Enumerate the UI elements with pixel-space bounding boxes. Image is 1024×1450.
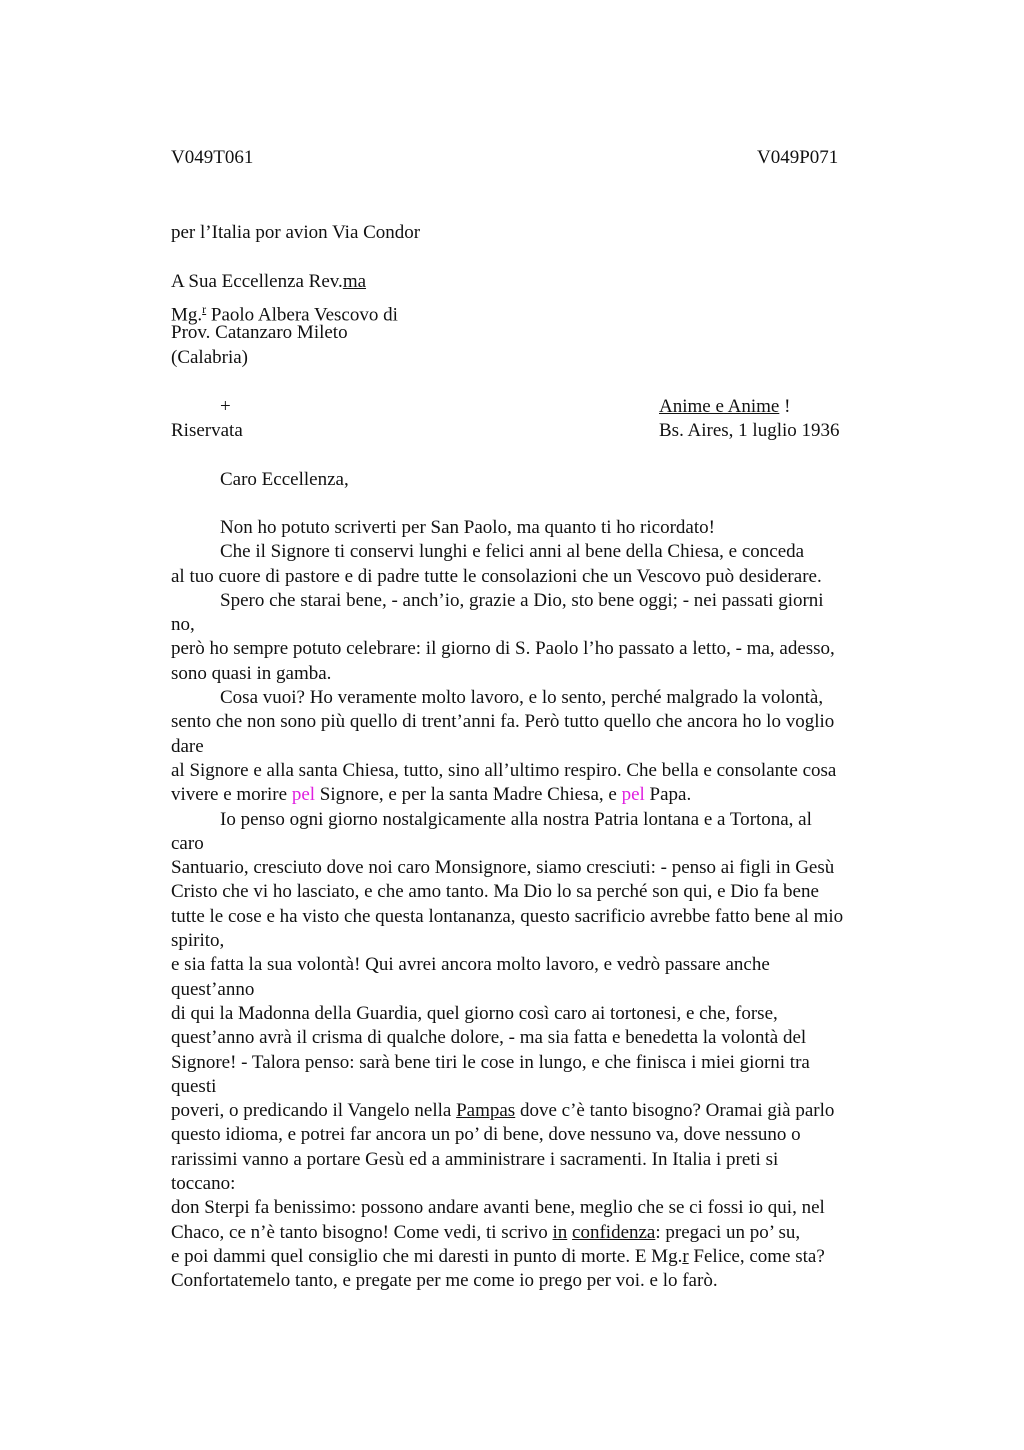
address-line-2-prefix: Mg. (171, 304, 203, 326)
body-line: di qui la Madonna della Guardia, quel giorno così caro ai tortonesi, e che, forse, (171, 1002, 778, 1024)
body-line: Che il Signore ti conservi lunghi e felici anni al bene della Chiesa, e conceda (220, 541, 805, 563)
place-date: Bs. Aires, 1 luglio 1936 (659, 420, 840, 441)
body-line: dare (171, 735, 204, 757)
body-line: questi (171, 1075, 217, 1097)
address-line-2-rest: Paolo Albera Vescovo di (206, 304, 398, 326)
address-line-2-sup: r (202, 302, 207, 316)
body-line: don Sterpi fa benissimo: possono andare avanti bene, meglio che se ci fossi io qui, nel (171, 1197, 825, 1219)
body-line: spirito, (171, 930, 225, 952)
body-line: Cristo che vi ho lasciato, e che amo tanto. Ma Dio lo sa perché son qui, e Dio fa bene (171, 881, 819, 903)
body-text: Chaco, ce n’è tanto bisogno! Come vedi, ti scrivo (171, 1221, 553, 1243)
body-line: sono quasi in gamba. (171, 662, 332, 684)
body-line: e sia fatta la sua volontà! Qui avrei ancora molto lavoro, e vedrò passare anche (171, 954, 770, 976)
address-line-1 (171, 270, 366, 294)
address-line-3: Prov. Catanzaro Mileto (171, 322, 348, 343)
riservata-label: Riservata (171, 420, 243, 441)
underlined-word: r (682, 1245, 689, 1267)
highlighted-word: pel (621, 784, 645, 806)
body-text: Signore, e per la santa Madre Chiesa, e (315, 784, 622, 806)
body-line: però ho sempre potuto celebrare: il giorno di S. Paolo l’ho passato a letto, - ma, adesso, (171, 638, 835, 660)
body-line (171, 1245, 911, 1269)
archive-code-left: V049T061 (171, 147, 254, 168)
address-line-4: (Calabria) (171, 347, 249, 368)
body-text: poveri, o predicando il Vangelo nella (171, 1100, 457, 1122)
body-text: vivere e morire (171, 784, 292, 806)
address-line-1-prefix: A Sua Eccellenza Rev. (171, 271, 343, 292)
body-line: toccano: (171, 1173, 236, 1195)
motto-underlined: Anime e Anime (659, 396, 780, 417)
mail-note: per l’Italia por avion Via Condor (171, 222, 421, 243)
body-text: Felice, come sta? (688, 1245, 825, 1267)
salutation: Caro Eccellenza, (220, 469, 349, 490)
letter-body (171, 516, 911, 1294)
cross-symbol: + (220, 396, 231, 417)
body-line: tutte le cose e ha visto che questa lontananza, questo sacrificio avrebbe fatto bene al mio (171, 905, 844, 927)
body-line: Cosa vuoi? Ho veramente molto lavoro, e lo sento, perché malgrado la volontà, (220, 687, 824, 709)
body-text: dove c’è tanto bisogno? Oramai già parlo (515, 1100, 835, 1122)
motto-tail: ! (779, 396, 791, 417)
underlined-word: in (552, 1221, 568, 1243)
body-text: e poi dammi quel consiglio che mi daresti in punto di morte. E Mg. (171, 1245, 683, 1267)
body-text: Papa. (644, 784, 692, 806)
highlighted-word: pel (291, 784, 316, 806)
body-line: Spero che starai bene, - anch’io, grazie a Dio, sto bene oggi; - nei passati giorni (220, 589, 824, 611)
body-line: al tuo cuore di pastore e di padre tutte le consolazioni che un Vescovo può desiderare. (171, 565, 822, 587)
archive-code-right: V049P071 (757, 147, 839, 168)
body-line: quest’anno avrà il crisma di qualche dolore, - ma sia fatta e benedetta la volontà del (171, 1027, 807, 1049)
body-line: Non ho potuto scriverti per San Paolo, ma quanto ti ho ricordato! (220, 517, 715, 538)
underlined-word: Pampas (456, 1100, 516, 1122)
body-line: Confortatemelo tanto, e pregate per me come io prego per voi. e lo farò. (171, 1270, 718, 1292)
body-line: Io penso ogni giorno nostalgicamente alla nostra Patria lontana e a Tortona, al (220, 808, 812, 830)
body-line: questo idioma, e potrei far ancora un po’ di bene, dove nessuno va, dove nessuno o (171, 1124, 801, 1146)
body-line (171, 1099, 911, 1123)
body-line: quest’anno (171, 978, 255, 1000)
body-line: caro (171, 832, 204, 854)
underlined-word: confidenza (572, 1221, 656, 1243)
body-line: sento che non sono più quello di trent’anni fa. Però tutto quello che ancora ho lo voglio (171, 711, 835, 733)
body-line (171, 783, 911, 807)
body-line: al Signore e alla santa Chiesa, tutto, sino all’ultimo respiro. Che bella e consolante cosa (171, 759, 837, 781)
motto (659, 395, 790, 419)
address-line-1-sup: ma (342, 271, 367, 292)
body-line: Santuario, cresciuto dove noi caro Monsignore, siamo cresciuti: - penso ai figli in Gesù (171, 857, 835, 879)
body-text: : pregaci un po’ su, (655, 1221, 801, 1243)
body-line: rarissimi vanno a portare Gesù ed a amministrare i sacramenti. In Italia i preti si (171, 1148, 779, 1170)
body-line: no, (171, 614, 195, 636)
body-line (171, 1221, 911, 1245)
body-line: Signore! - Talora penso: sarà bene tiri le cose in lungo, e che finisca i miei giorni tra (171, 1051, 810, 1073)
